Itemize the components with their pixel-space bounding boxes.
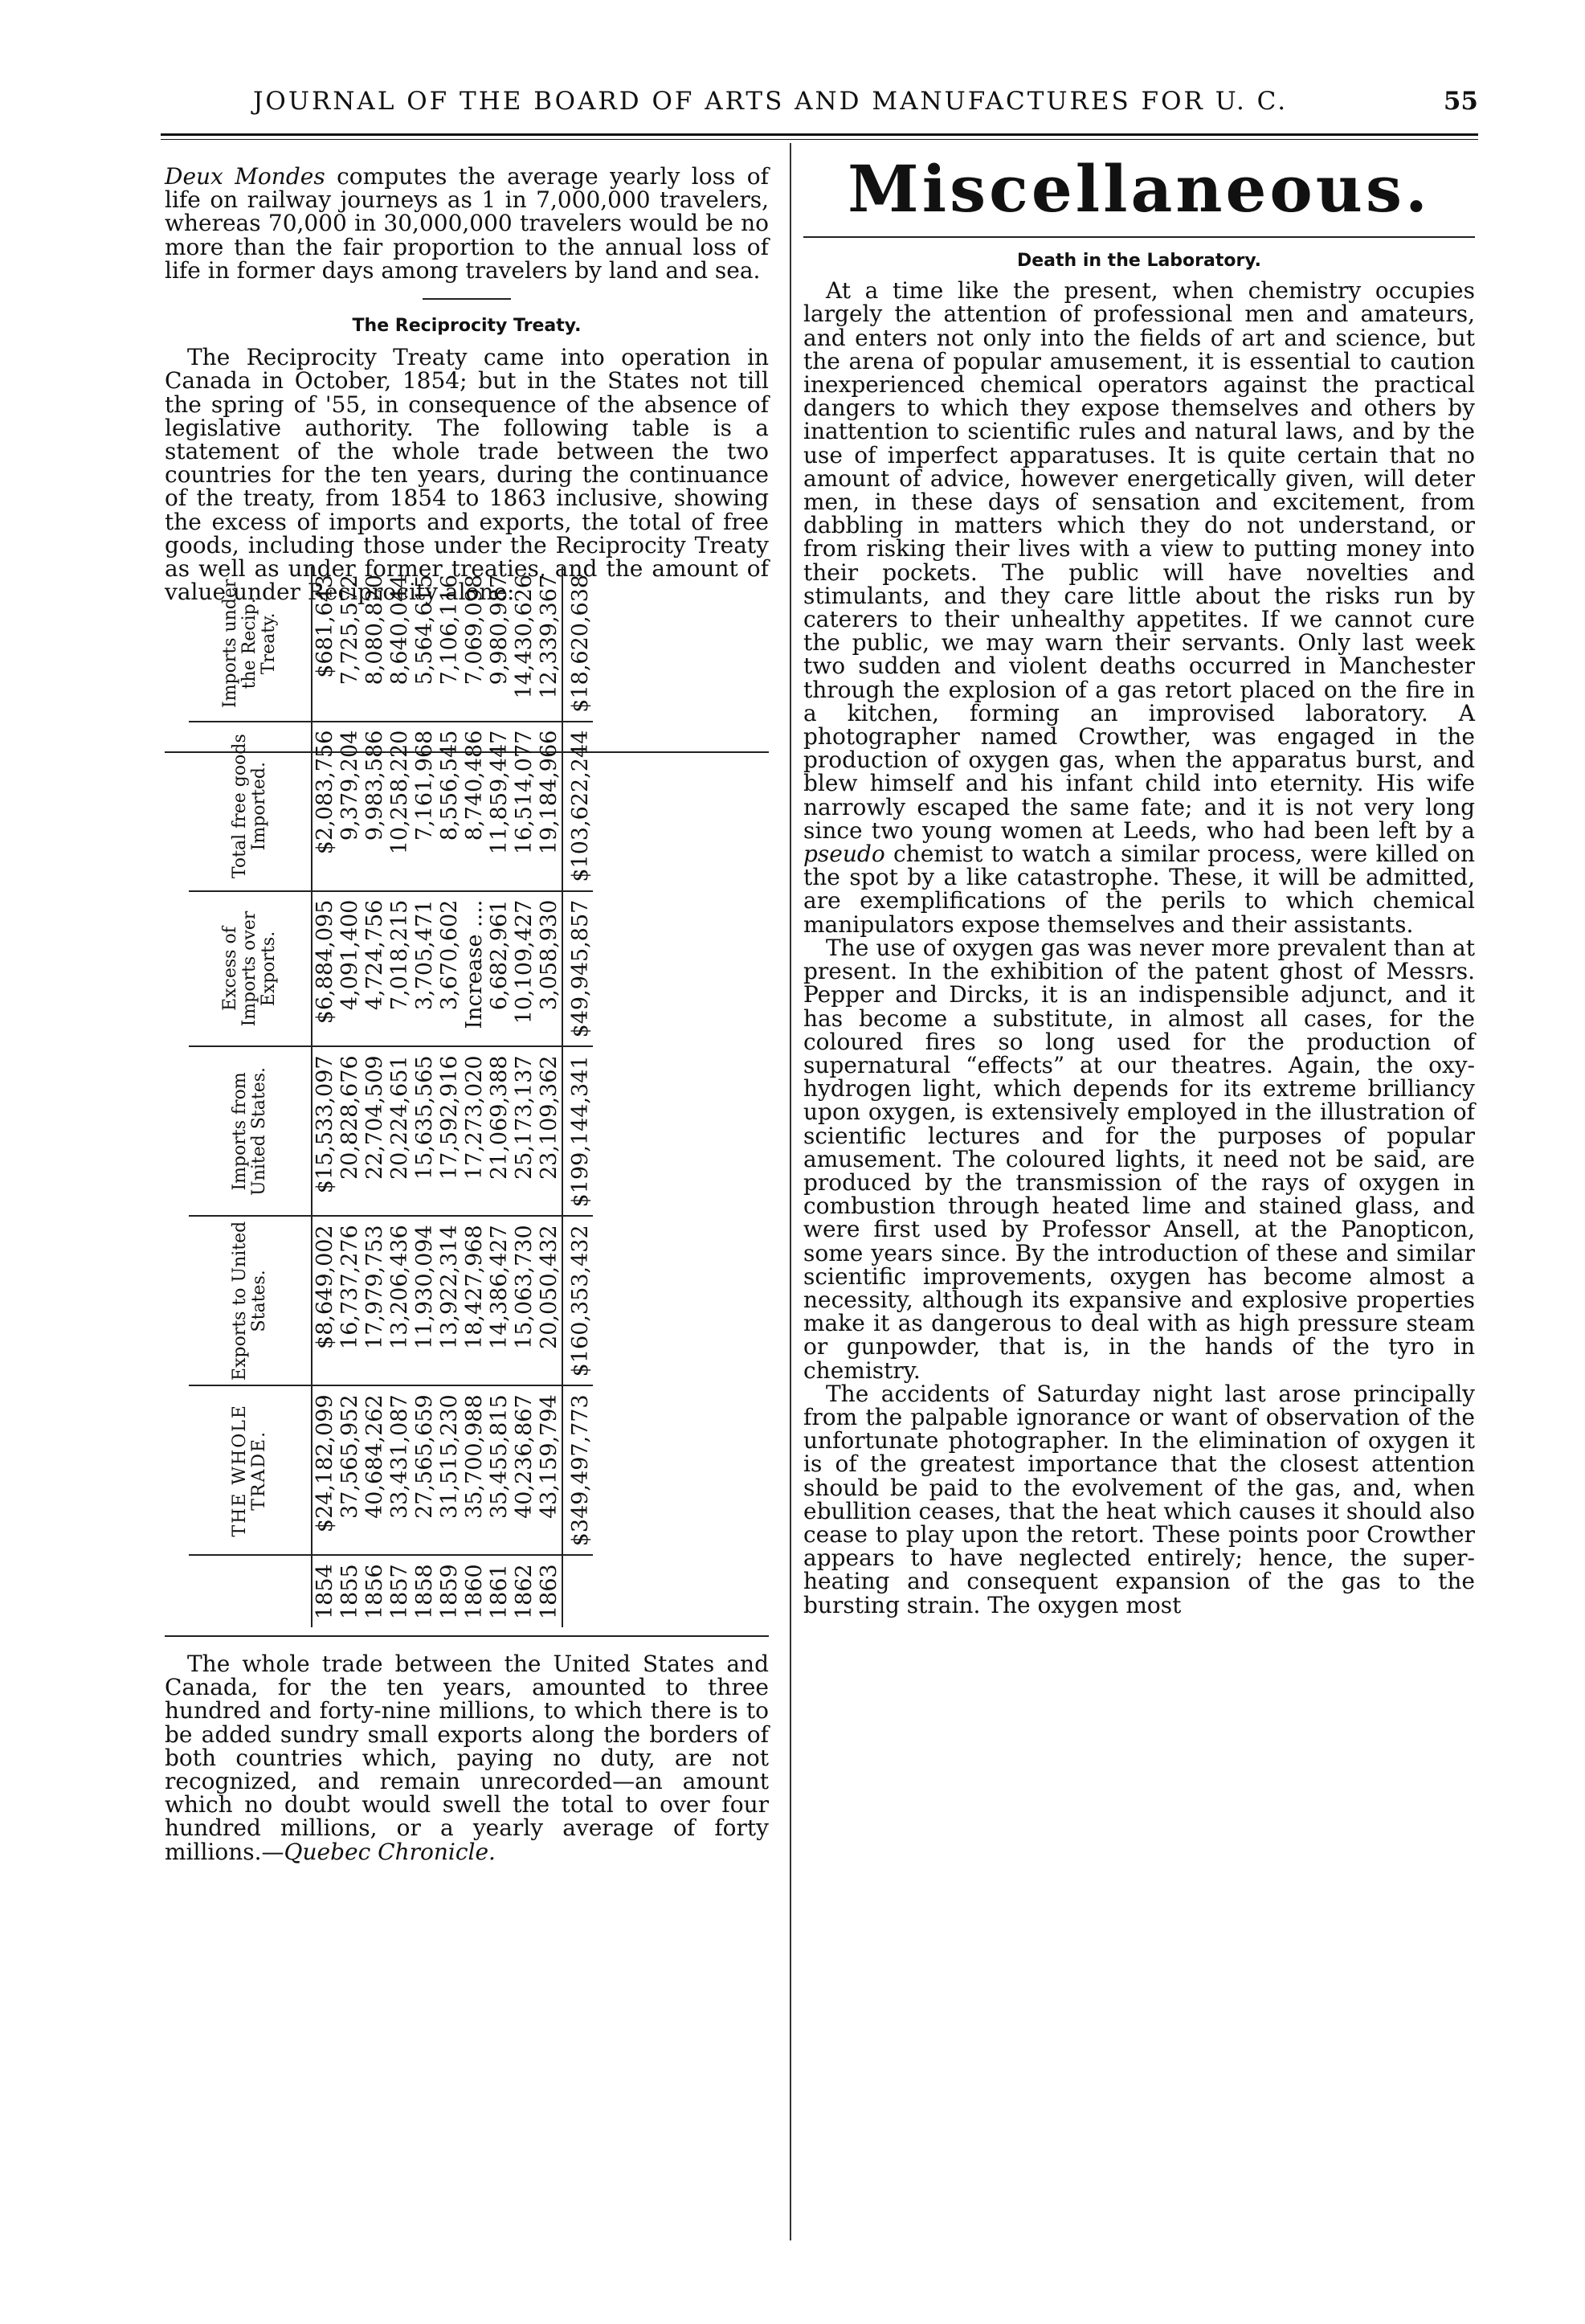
whole-cell: 27,565,659 [412, 1385, 437, 1555]
free-cell: 11,859,447 [487, 722, 512, 891]
year-cell: 1857 [387, 1564, 412, 1619]
recip-cell: 12,339,367 [537, 567, 562, 722]
year-cell: 1860 [462, 1564, 487, 1619]
left-column-top [165, 165, 769, 604]
whole-cell: 35,455,815 [487, 1385, 512, 1555]
whole-cell: 37,565,952 [337, 1385, 362, 1555]
death-paragraph-3: The accidents of Saturday night last arose principally from the palpable ignorance or want of observation of the unfortunate photographer. In the elimination of oxygen it is of the greatest importance that the closest attention should be paid to the evolvement of the gas, and, when ebullition ceases, that the heat which causes it should also cease to play upon the retort. These points poor Crowther appears to have neglected entirely; hence, the super-heating and consequent expansion of the gas to the bursting strain. The oxygen most [803, 1380, 1475, 1618]
imports-cell: $15,533,097 [312, 1046, 337, 1216]
imports-cell: 20,224,651 [387, 1046, 412, 1216]
table-row [437, 567, 462, 1627]
free-cell: 10,258,220 [387, 722, 412, 891]
free-cell: 9,379,204 [337, 722, 362, 891]
exports-cell: 14,386,427 [487, 1216, 512, 1385]
death-paragraph-1 [803, 279, 1475, 936]
exports-cell: 13,206,436 [387, 1216, 412, 1385]
reciprocity-paragraph: The Reciprocity Treaty came into operation in Canada in October, 1854; but in the States not till the spring of '55, in consequence of the absence of legislative authority. The following table is a statement of the whole trade between the two countries for the ten years, during the continuance of the treaty, from 1854 to 1863 inclusive, showing the excess of imports and exports, the total of free goods, including those under the Reciprocity Treaty as well as under former treaties, and the amount of value under Reciprocity alone: [165, 344, 769, 606]
excess-cell: 7,018,215 [387, 891, 412, 1047]
year-header [189, 1555, 312, 1627]
total-imports-cell: $199,144,341 [562, 1046, 593, 1216]
death-heading: Death in the Laboratory. [1016, 251, 1262, 271]
whole-cell: 43,159,794 [537, 1385, 562, 1555]
recip-cell: 9,980,987 [487, 567, 512, 722]
excess-cell: 4,724,756 [362, 891, 387, 1047]
whole-cell: 35,700,988 [462, 1385, 487, 1555]
whole-cell: $24,182,099 [312, 1385, 337, 1555]
trade-table-block [165, 574, 769, 1635]
totals-row [562, 567, 593, 1627]
free-cell: 16,514,077 [512, 722, 537, 891]
exports-cell: 13,922,314 [437, 1216, 462, 1385]
year-cell: 1854 [313, 1564, 337, 1619]
year-cell: 1859 [437, 1564, 462, 1619]
imports-cell: 21,069,388 [487, 1046, 512, 1216]
para1-text-b: chemist to watch a similar process, were killed on the spot by a like catastrophe. These, it will be admitted, are exemplifications of the perils to which chemical manipulators expose themselves and their assistants. [803, 841, 1475, 938]
total-recip-cell: $18,620,638 [562, 567, 593, 722]
left-column-bottom [165, 1652, 769, 1864]
miscellaneous-title: Miscellaneous. [848, 151, 1431, 227]
recip-cell: 8,080,820 [362, 567, 387, 722]
imports-cell: 23,109,362 [537, 1046, 562, 1216]
table-row [312, 567, 337, 1627]
page-number: 55 [1443, 87, 1478, 116]
free-cell: $2,083,756 [312, 722, 337, 891]
reciprocity-heading: The Reciprocity Treaty. [352, 316, 582, 337]
whole-cell: 40,684,262 [362, 1385, 387, 1555]
column-divider [790, 143, 791, 2240]
recip-cell: 8,640,044 [387, 567, 412, 722]
header-rule-thin [161, 139, 1478, 140]
closing-text: The whole trade between the United States and Canada, for the ten years, amounted to three hundred and forty-nine millions, to which there is to be added sundry small exports along the borders of both countries which, paying no duty, are not recognized, and remain unrecorded—an amount which no doubt would swell the total to over four hundred millions, or a yearly average of forty millions.— [165, 1651, 769, 1865]
intro-paragraph [165, 165, 769, 282]
table-row [462, 567, 487, 1627]
year-cell: 1856 [362, 1564, 387, 1619]
whole-trade-header: THE WHOLE TRADE. [189, 1385, 312, 1555]
total-excess-cell: $49,945,857 [562, 891, 593, 1047]
table-row [537, 567, 562, 1627]
exports-cell: 11,930,094 [412, 1216, 437, 1385]
recip-cell: 14,430,626 [512, 567, 537, 722]
total-whole-cell: $349,497,773 [562, 1385, 593, 1555]
free-cell: 8,740,486 [462, 722, 487, 891]
death-paragraph-2: The use of oxygen gas was never more prevalent than at present. In the exhibition of the patent ghost of Messrs. Pepper and Dircks, it is an indispensible adjunct, and it has become a substitute, in almost all cases, for the coloured fires so long used for the production of supernatural “effects” at our theatres. Again, the oxy-hydrogen light, which depends for its extreme brilliancy upon oxygen, is extensively employed in the illustration of scientific lectures and for the purposes of popular amusement. The coloured lights, it need not be said, are produced by the transmission of the rays of oxygen in combustion through heated lime and stained glass, and were first used by Professor Ansell, at the Panopticon, some years since. By the introduction of these and similar scientific improvements, oxygen has become almost a necessity, although its expansive and explosive properties make it as dangerous to deal with as high pressure steam or gunpowder, that is, in the hands of the tyro in chemistry. [803, 934, 1475, 1384]
excess-header: Excess of Imports over Exports. [189, 891, 312, 1047]
table-row [412, 567, 437, 1627]
year-cell: 1858 [412, 1564, 437, 1619]
exports-cell: 20,050,432 [537, 1216, 562, 1385]
free-cell: 7,161,968 [412, 722, 437, 891]
table-row [337, 567, 362, 1627]
year-cell: 1863 [537, 1564, 562, 1619]
closing-source: Quebec Chronicle. [284, 1838, 496, 1865]
imports-cell: 25,173,137 [512, 1046, 537, 1216]
excess-cell: 6,682,961 [487, 891, 512, 1047]
exports-cell: 18,427,968 [462, 1216, 487, 1385]
free-cell: 19,184,966 [537, 722, 562, 891]
journal-title: JOURNAL OF THE BOARD OF ARTS AND MANUFACTURES FOR U. C. [253, 87, 1289, 116]
imports-cell: 22,704,509 [362, 1046, 387, 1216]
right-column [803, 153, 1475, 1617]
table-row [512, 567, 537, 1627]
excess-cell: 10,109,427 [512, 891, 537, 1047]
excess-cell: $6,884,095 [312, 891, 337, 1047]
header-rule [161, 133, 1478, 136]
recip-cell: 7,106,116 [437, 567, 462, 722]
closing-paragraph [165, 1652, 769, 1864]
year-cell: 1862 [512, 1564, 537, 1619]
whole-cell: 31,515,230 [437, 1385, 462, 1555]
imports-cell: 17,273,020 [462, 1046, 487, 1216]
excess-cell: Increase .... [462, 891, 487, 1047]
intro-text: computes the average yearly loss of life on railway journeys as 1 in 7,000,000 travelers, whereas 70,000 in 30,000,000 travelers would be no more than the fair proportion to the annual loss of life in former days among travelers by land and sea. [165, 163, 769, 284]
exports-cell: $8,649,002 [312, 1216, 337, 1385]
exports-cell: 16,737,276 [337, 1216, 362, 1385]
table-row [362, 567, 387, 1627]
whole-cell: 33,431,087 [387, 1385, 412, 1555]
recip-cell: 5,564,615 [412, 567, 437, 722]
year-cell: 1861 [487, 1564, 512, 1619]
whole-cell: 40,236,867 [512, 1385, 537, 1555]
table-bottom-rule [165, 1635, 769, 1637]
recip-cell: 7,725,572 [337, 567, 362, 722]
free-goods-header: Total free goods Imported. [189, 722, 312, 891]
recip-header: Imports under the Recip. Treaty. [189, 567, 312, 722]
running-head [161, 87, 1478, 129]
free-cell: 8,556,545 [437, 722, 462, 891]
excess-cell: 4,091,400 [337, 891, 362, 1047]
recip-cell: $681,643 [312, 567, 337, 722]
table-row [387, 567, 412, 1627]
recip-cell: 7,069,098 [462, 567, 487, 722]
imports-cell: 15,635,565 [412, 1046, 437, 1216]
total-exports-cell: $160,353,432 [562, 1216, 593, 1385]
imports-header: Imports from United States. [189, 1046, 312, 1216]
excess-cell: 3,670,602 [437, 891, 462, 1047]
imports-cell: 20,828,676 [337, 1046, 362, 1216]
intro-italic: Deux Mondes [165, 163, 325, 190]
imports-cell: 17,592,916 [437, 1046, 462, 1216]
free-cell: 9,983,586 [362, 722, 387, 891]
exports-header: Exports to United States. [189, 1216, 312, 1385]
exports-cell: 15,063,730 [512, 1216, 537, 1385]
table-row [487, 567, 512, 1627]
para1-text-a: At a time like the present, when chemistry occupies largely the attention of professional men and amateurs, and enters not only into the fields of art and science, but the arena of popular amusement, it is essential to caution inexperienced chemical operators against the practical dangers to which they expose themselves and others by inattention to scientific rules and natural laws, and by the use of imperfect apparatuses. It is quite certain that no amount of advice, however energetically given, will deter men, in these days of sensation and excitement, from dabbling in matters which they do not understand, or from risking their lives with a view to putting money into their pockets. The public will have novelties and stimulants, and they care little about the risks run by caterers to their unhealthy appetites. If we cannot cure the public, we may warn their servants. Only last week two sudden and violent deaths occurred in Manchester through the explosion of a gas retort placed on the fire in a kitchen, forming an improvised laboratory. A photographer named Crowther, was engaged in the production of oxygen gas, when the apparatus burst, and blew himself and his infant child into eternity. His wife narrowly escaped the same fate; and it is not very long since two young women at Leeds, who had been left by a [803, 277, 1475, 844]
totals-year-cell [562, 1555, 593, 1627]
total-free-cell: $103,622,244 [562, 722, 593, 891]
trade-table [189, 567, 593, 1627]
excess-cell: 3,705,471 [412, 891, 437, 1047]
exports-cell: 17,979,753 [362, 1216, 387, 1385]
para1-italic: pseudo [803, 841, 885, 868]
excess-cell: 3,058,930 [537, 891, 562, 1047]
rotated-table [189, 574, 735, 1627]
year-cell: 1855 [337, 1564, 362, 1619]
